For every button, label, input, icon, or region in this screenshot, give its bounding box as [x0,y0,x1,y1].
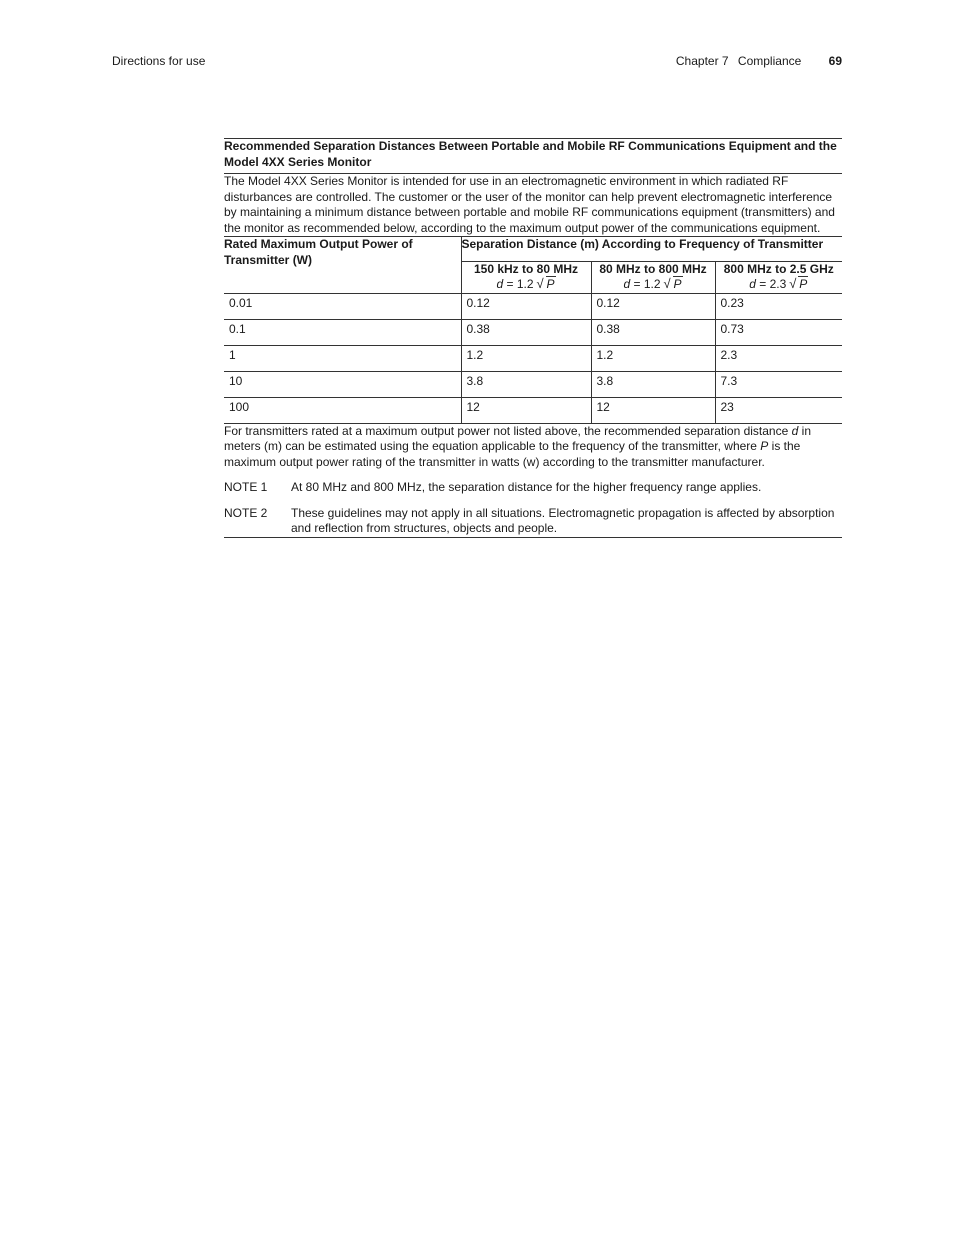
power-column-header: Rated Maximum Output Power of Transmitter (W) [224,237,461,294]
distance-cell: 23 [715,397,842,423]
table-row [224,397,842,423]
distance-cell: 1.2 [461,345,591,371]
table-intro: The Model 4XX Series Monitor is intended for use in an electromagnetic environment in which radiated RF disturbances are controlled. The customer or the user of the monitor can help prevent electromagnetic interference by maintaining a minimum distance between portable and mobile RF communications equipment (transmitters) and the monitor as recommended below, according to the maximum output power of the communications equipment. [224,174,842,237]
distance-cell: 0.38 [591,319,715,345]
footnote-text: For transmitters rated at a maximum output power not listed above, the recommended separation distance d in meters (m) can be estimated using the equation applicable to the frequency of the transmitter, where P is the maximum output power rating of the transmitter in watts (w) according to the transmitter manufacturer. [224,423,811,469]
page-header [112,52,842,70]
distance-cell: 0.12 [461,293,591,319]
distance-cell: 3.8 [591,371,715,397]
distance-cell: 2.3 [715,345,842,371]
note-label: NOTE 2 [224,505,268,520]
square-root-symbol: √ P [536,276,555,291]
freq-header-1 [461,261,591,293]
freq-header-2 [591,261,715,293]
formula: d = 2.3 √ P [749,276,808,291]
distance-cell: 12 [591,397,715,423]
power-cell: 0.1 [224,319,461,345]
table-row [224,319,842,345]
table-title: Recommended Separation Distances Between Portable and Mobile RF Communications Equipment and the Model 4XX Series Monitor [224,139,842,174]
distance-cell: 3.8 [461,371,591,397]
table-footnotes [224,423,842,537]
freq-range-label: 800 MHz to 2.5 GHz [723,261,834,276]
formula: d = 1.2 √ P [496,276,555,291]
power-cell: 10 [224,371,461,397]
note-text: These guidelines may not apply in all situations. Electromagnetic propagation is affected by absorption and reflection from structures, objects and people. [291,505,835,535]
page-number: 69 [828,54,842,68]
chapter-label: Chapter 7 [675,54,729,68]
distance-cell: 7.3 [715,371,842,397]
distance-cell: 0.38 [461,319,591,345]
chapter-info [676,52,842,70]
note-text: At 80 MHz and 800 MHz, the separation distance for the higher frequency range applies. [291,480,762,494]
table-row [224,345,842,371]
square-root-symbol: √ P [789,276,808,291]
freq-header-3 [715,261,842,293]
note-2 [224,506,842,537]
distance-cell: 12 [461,397,591,423]
freq-range-label: 150 kHz to 80 MHz [473,261,579,276]
square-root-symbol: √ P [663,276,682,291]
table-row [224,371,842,397]
power-cell: 1 [224,345,461,371]
distance-column-header: Separation Distance (m) According to Frequency of Transmitter [461,237,842,262]
document-title: Directions for use [112,54,206,68]
distance-cell: 0.12 [591,293,715,319]
separation-distance-table [224,138,842,538]
formula: d = 1.2 √ P [623,276,682,291]
note-1 [224,480,842,496]
distance-cell: 1.2 [591,345,715,371]
freq-range-label: 80 MHz to 800 MHz [599,261,707,276]
table-row [224,293,842,319]
note-label: NOTE 1 [224,480,268,494]
distance-cell: 0.73 [715,319,842,345]
distance-cell: 0.23 [715,293,842,319]
power-cell: 0.01 [224,293,461,319]
section-label: Compliance [737,54,802,68]
power-cell: 100 [224,397,461,423]
